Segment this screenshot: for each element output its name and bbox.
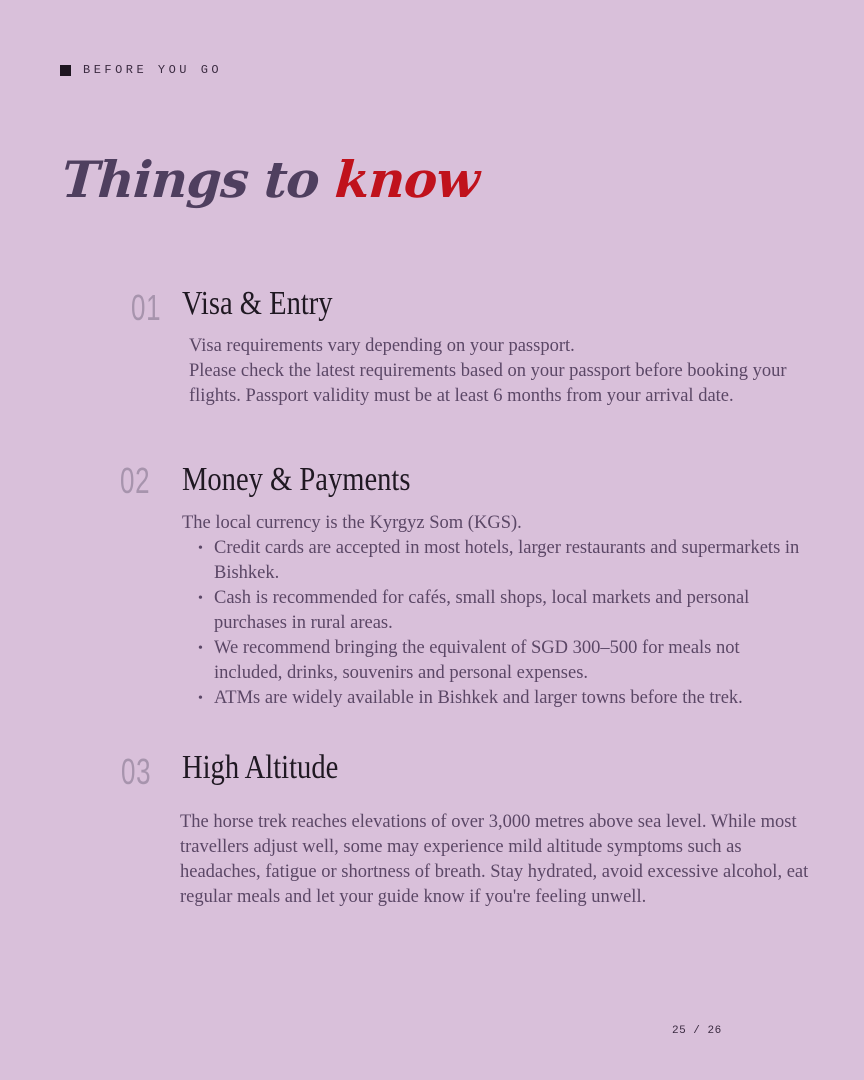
section-number-02: 02 [120, 460, 151, 501]
section-heading-altitude: High Altitude [182, 749, 339, 786]
title-accent: know [333, 150, 481, 209]
list-item: • Cash is recommended for cafés, small shops, local markets and personal purchases in rural areas. [182, 586, 812, 636]
page-title [60, 150, 481, 209]
section-number-03: 03 [121, 751, 152, 792]
list-item: • Credit cards are accepted in most hotels, larger restaurants and supermarkets in Bishkek. [182, 536, 812, 586]
section-heading-money: Money & Payments [182, 461, 411, 498]
section-eyebrow [60, 63, 222, 77]
page-number: 25 / 26 [672, 1025, 722, 1037]
eyebrow-label: BEFORE YOU GO [83, 63, 223, 77]
section-heading-visa: Visa & Entry [182, 285, 333, 322]
list-item: • ATMs are widely available in Bishkek and larger towns before the trek. [182, 686, 812, 711]
section-body-visa [189, 334, 809, 409]
money-bullet-list [182, 536, 812, 711]
section-number-01: 01 [131, 287, 162, 328]
section-body-money [182, 511, 812, 711]
list-item: • We recommend bringing the equivalent of SGD 300–500 for meals not included, drinks, souvenirs and personal expenses. [182, 636, 812, 686]
visa-paragraph: Visa requirements vary depending on your passport. [189, 336, 575, 356]
title-main: Things to [59, 150, 338, 209]
money-intro: The local currency is the Kyrgyz Som (KGS). [182, 513, 522, 533]
altitude-paragraph: The horse trek reaches elevations of over 3,000 metres above sea level. While most travellers adjust well, some may experience mild altitude symptoms such as headaches, fatigue or shortness of breath. Stay hydrated, avoid excessive alcohol, eat regular meals and let your guide know if you're feeling unwell. [180, 812, 809, 907]
square-marker-icon [60, 65, 71, 76]
visa-paragraph: Please check the latest requirements based on your passport before booking your flights. Passport validity must be at least 6 months from your arrival date. [189, 361, 787, 406]
section-body-altitude [180, 810, 815, 910]
